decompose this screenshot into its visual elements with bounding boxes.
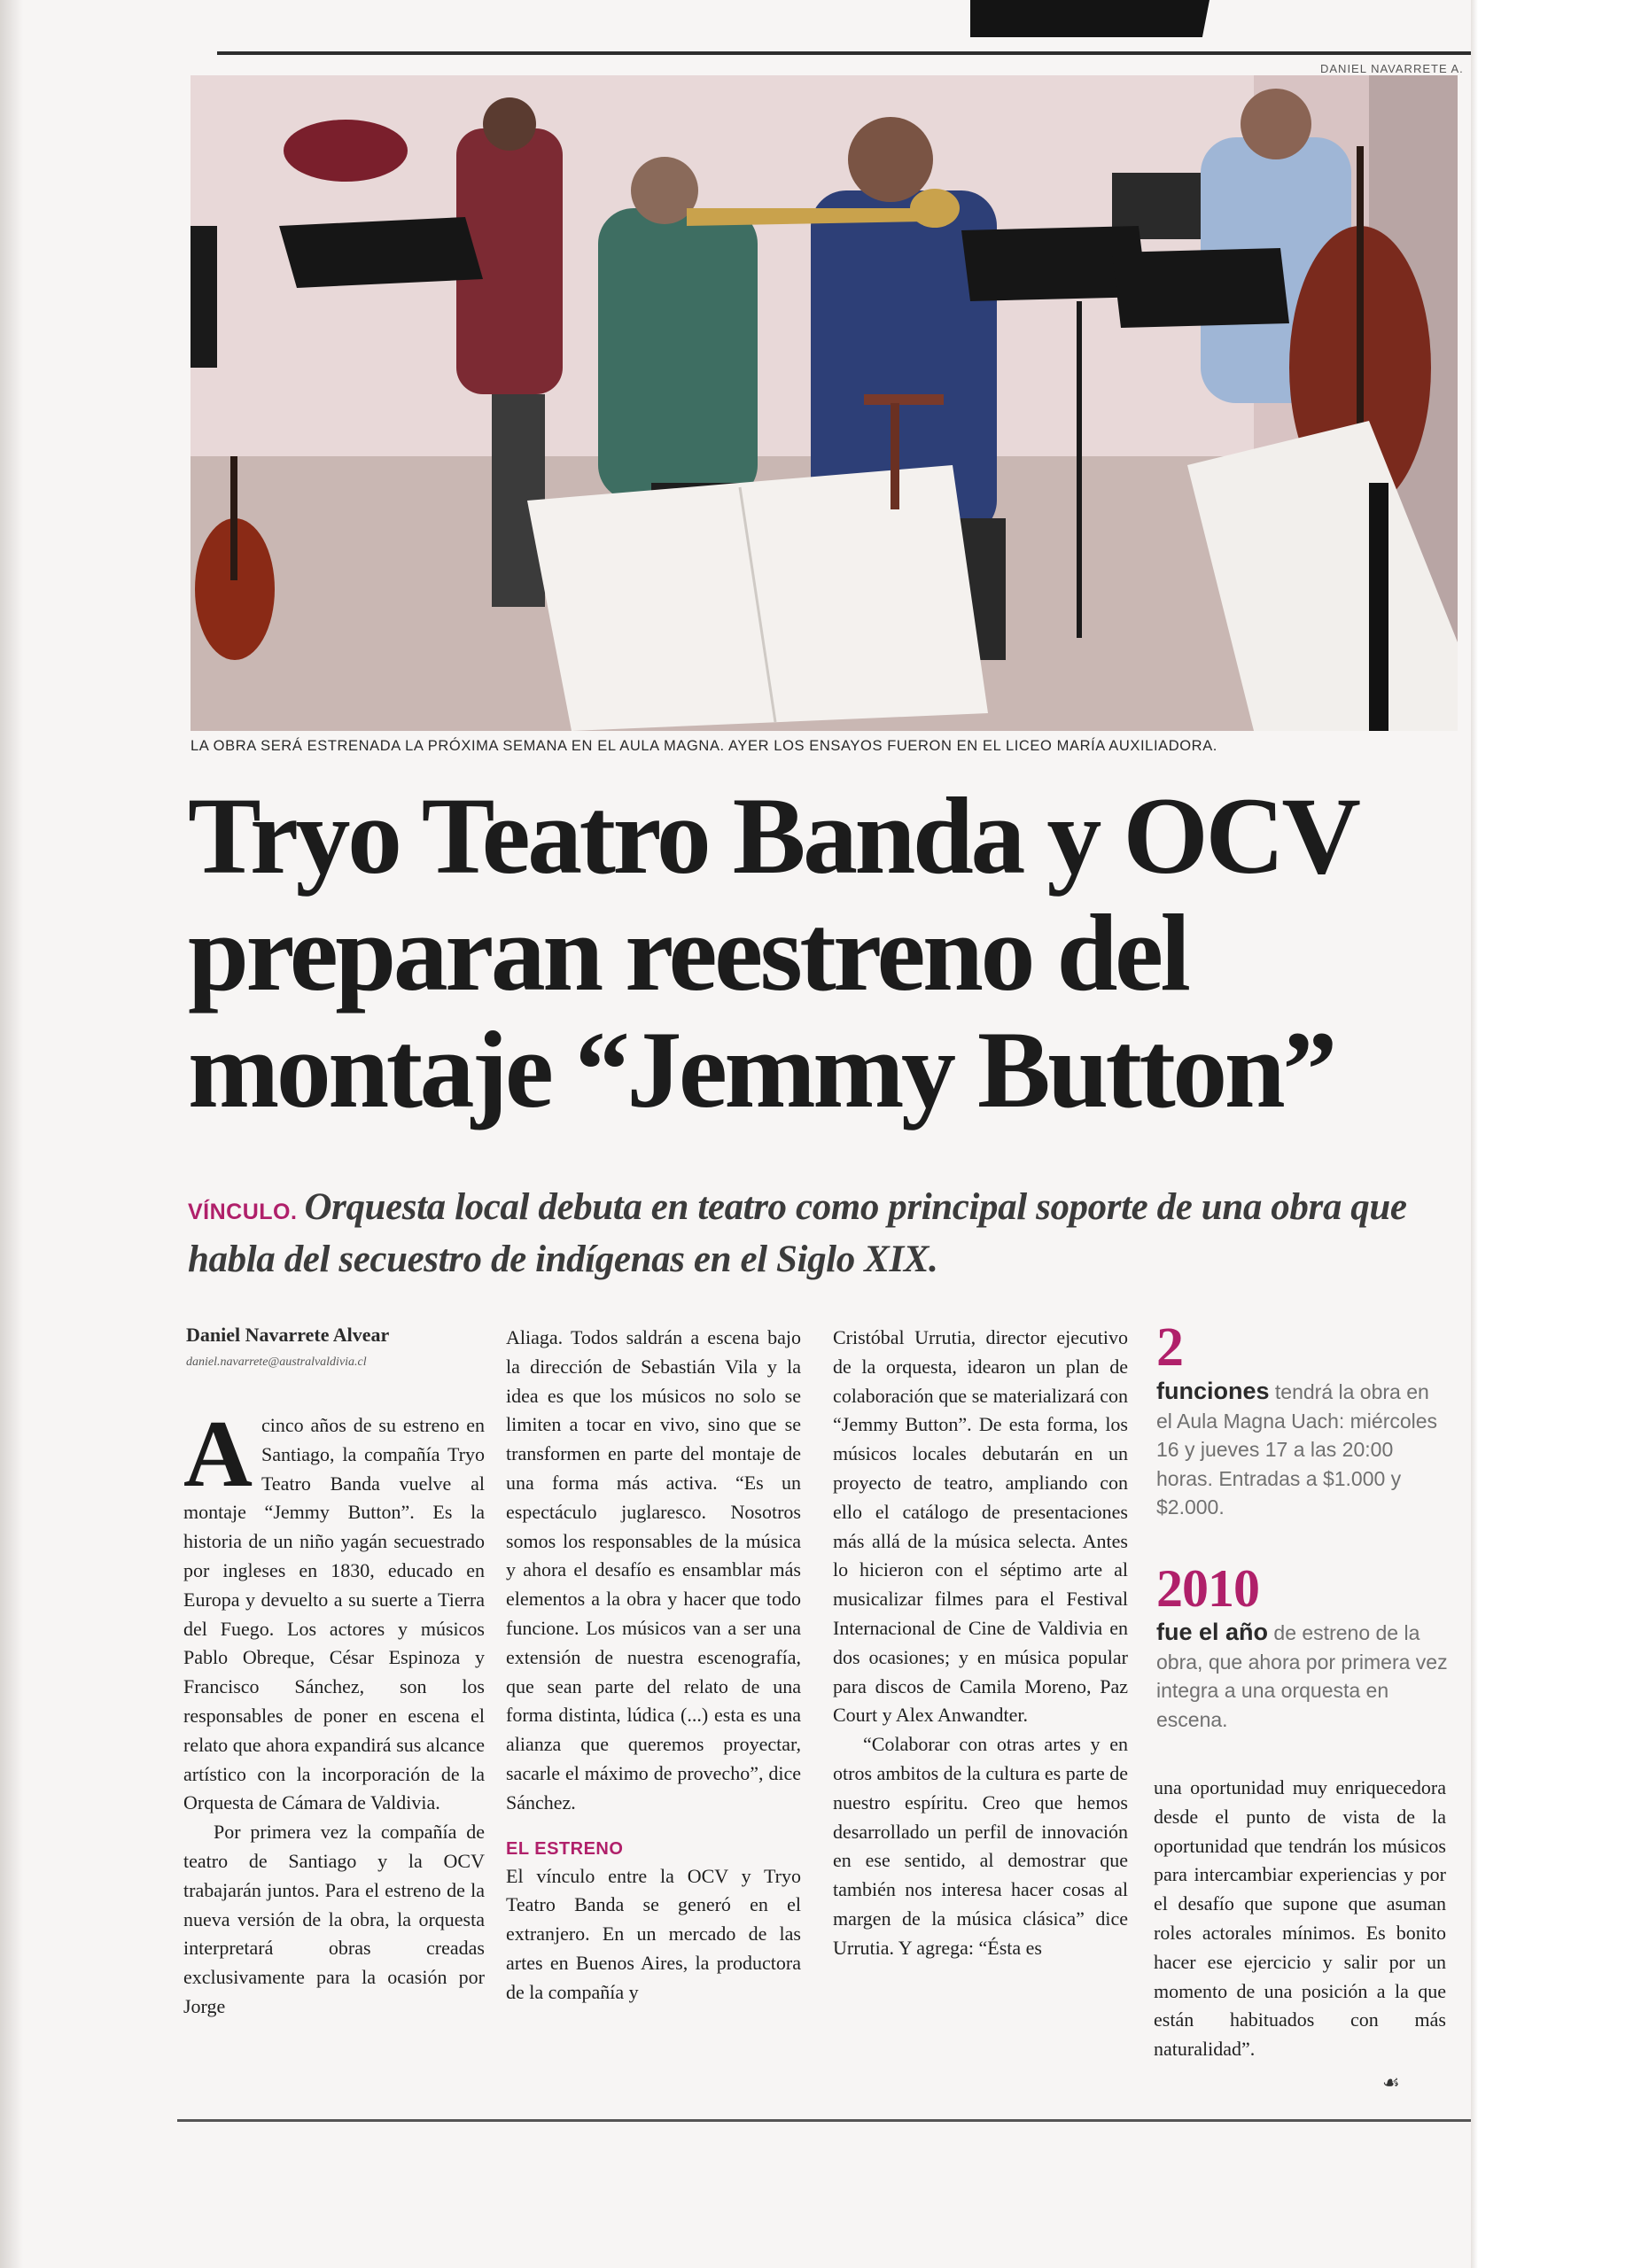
deck-text: Orquesta local debuta en teatro como principal soporte de una obra que habla del secuestro de indígenas en el Siglo XIX.: [188, 1186, 1407, 1280]
paragraph: El vínculo entre la OCV y Tryo Teatro Banda se generó en el extranjero. En un mercado de las artes en Buenos Aires, la productora de la compañía y: [506, 1864, 801, 2003]
top-rule: [217, 51, 1471, 55]
stat-body: de estreno de la obra, que ahora por primera vez integra a una orquesta en escena.: [1156, 1621, 1448, 1731]
stat-box-functions: [1156, 1318, 1449, 1522]
deck-kicker: VÍNCULO.: [188, 1200, 298, 1224]
paragraph: [183, 1402, 485, 1818]
article-column-2: [506, 1324, 801, 2008]
stat-box-year: [1156, 1559, 1449, 1734]
paragraph: “Colaborar con otras artes y en otros ambitos de la cultura es parte de nuestro espíritu. Creo que hemos desarrollado un perfil de innovación en ese sentido, al demostrar que también nos interesa hacer cosas al margen de la música clásica” dice Urrutia. Y agrega: “Ésta es: [833, 1733, 1128, 1959]
headline-line: preparan reestreno del: [188, 892, 1188, 1014]
photo-caption: LA OBRA SERÁ ESTRENADA LA PRÓXIMA SEMANA EN EL AULA MAGNA. AYER LOS ENSAYOS FUERON EN EL LICEO MARÍA AUXILIADORA.: [191, 738, 1217, 754]
dropcap: A: [183, 1402, 253, 1507]
headline: [188, 775, 1455, 1130]
page-edge: [1471, 0, 1478, 2268]
article-column-1: [183, 1402, 485, 2022]
headline-line: Tryo Teatro Banda y OCV: [188, 775, 1358, 897]
stat-number: 2010: [1156, 1559, 1259, 1618]
stat-body: tendrá la obra en el Aula Magna Uach: miércoles 16 y jueves 17 a las 20:00 horas. Entradas a $1.000 y $2.000.: [1156, 1380, 1438, 1518]
deck: [188, 1184, 1464, 1284]
previous-photo-fragment: [970, 0, 1210, 37]
headline-line: montaje “Jemmy Button”: [188, 1009, 1334, 1130]
article-column-4: [1154, 1774, 1446, 2064]
rehearsal-photo: [191, 75, 1458, 731]
page-fold-shadow: [0, 0, 23, 2268]
bottom-rule: [177, 2119, 1471, 2122]
paragraph: Aliaga. Todos saldrán a escena bajo la dirección de Sebastián Vila y la idea es que los músicos no solo se limiten a tocar en vivo, sino que se transformen en parte del montaje de una forma más activa. “Es un espectáculo juglaresco. Nosotros somos los responsables de la música y ahora el desafío es ensamblar más elementos a la obra y hacer que todo funcione. Los músicos van a ser una extensión de nuestra escenografía, que sean parte del relato de una forma distinta, lúdica (...) esta es una alianza que queremos proyectar, sacarle el máximo de provecho”, dice Sánchez.: [506, 1326, 801, 1814]
byline-author: Daniel Navarrete Alvear: [186, 1324, 390, 1346]
stat-text: [1156, 1618, 1449, 1734]
stat-lead: fue el año: [1156, 1619, 1269, 1645]
paragraph: Cristóbal Urrutia, director ejecutivo de la orquesta, idearon un plan de colaboración que se materializará con “Jemmy Button”. De esta forma, los músicos locales debutarán en un proyecto de teatro, ampliando con ello el catálogo de presentaciones más allá de la música selecta. Antes lo hicieron con el séptimo arte al musicalizar filmes para el Festival Internacional de Cine de Valdivia en dos ocasiones; y en música popular para discos de Camila Moreno, Paz Court y Alex Anwandter.: [833, 1326, 1128, 1727]
stat-text: [1156, 1377, 1449, 1522]
rehearsal-illustration: [191, 75, 1458, 731]
paragraph: Por primera vez la compañía de teatro de Santiago y la OCV trabajarán juntos. Para el estreno de la nueva versión de la obra, la orquesta interpretará obras creadas exclusivamente para la ocasión por Jorge: [183, 1821, 485, 2017]
subhead: EL ESTRENO: [506, 1838, 624, 1859]
article-column-3: [833, 1324, 1128, 1963]
end-mark-icon: ☙: [1382, 2071, 1400, 2093]
photo-credit: DANIEL NAVARRETE A.: [1320, 62, 1464, 75]
paragraph-text: cinco años de su estreno en Santiago, la compañía Tryo Teatro Banda vuelve al montaje “Jemmy Button”. Es la historia de un niño yagán secuestrado por ingleses en 1830, educado en Europa y devuelto a su suerte a Tierra del Fuego. Los actores y músicos Pablo Obreque, César Espinoza y Francisco Sánchez, son los responsables de poner en escena el relato que ahora expandirá sus alcance artístico con la incorporación de la Orquesta de Cámara de Valdivia.: [183, 1414, 485, 1814]
byline-email: daniel.navarrete@australvaldivia.cl: [186, 1355, 367, 1369]
stat-number: 2: [1156, 1317, 1184, 1378]
stat-lead: funciones: [1156, 1378, 1270, 1404]
paragraph: una oportunidad muy enriquecedora desde el punto de vista de la oportunidad que tendrán los músicos para intercambiar experiencias y por el desafío que supone que asuman roles actorales mínimos. Es bonito hacer ese ejercicio y salir por un momento de una posición a la que están habituados con más naturalidad”.: [1154, 1776, 1446, 2061]
